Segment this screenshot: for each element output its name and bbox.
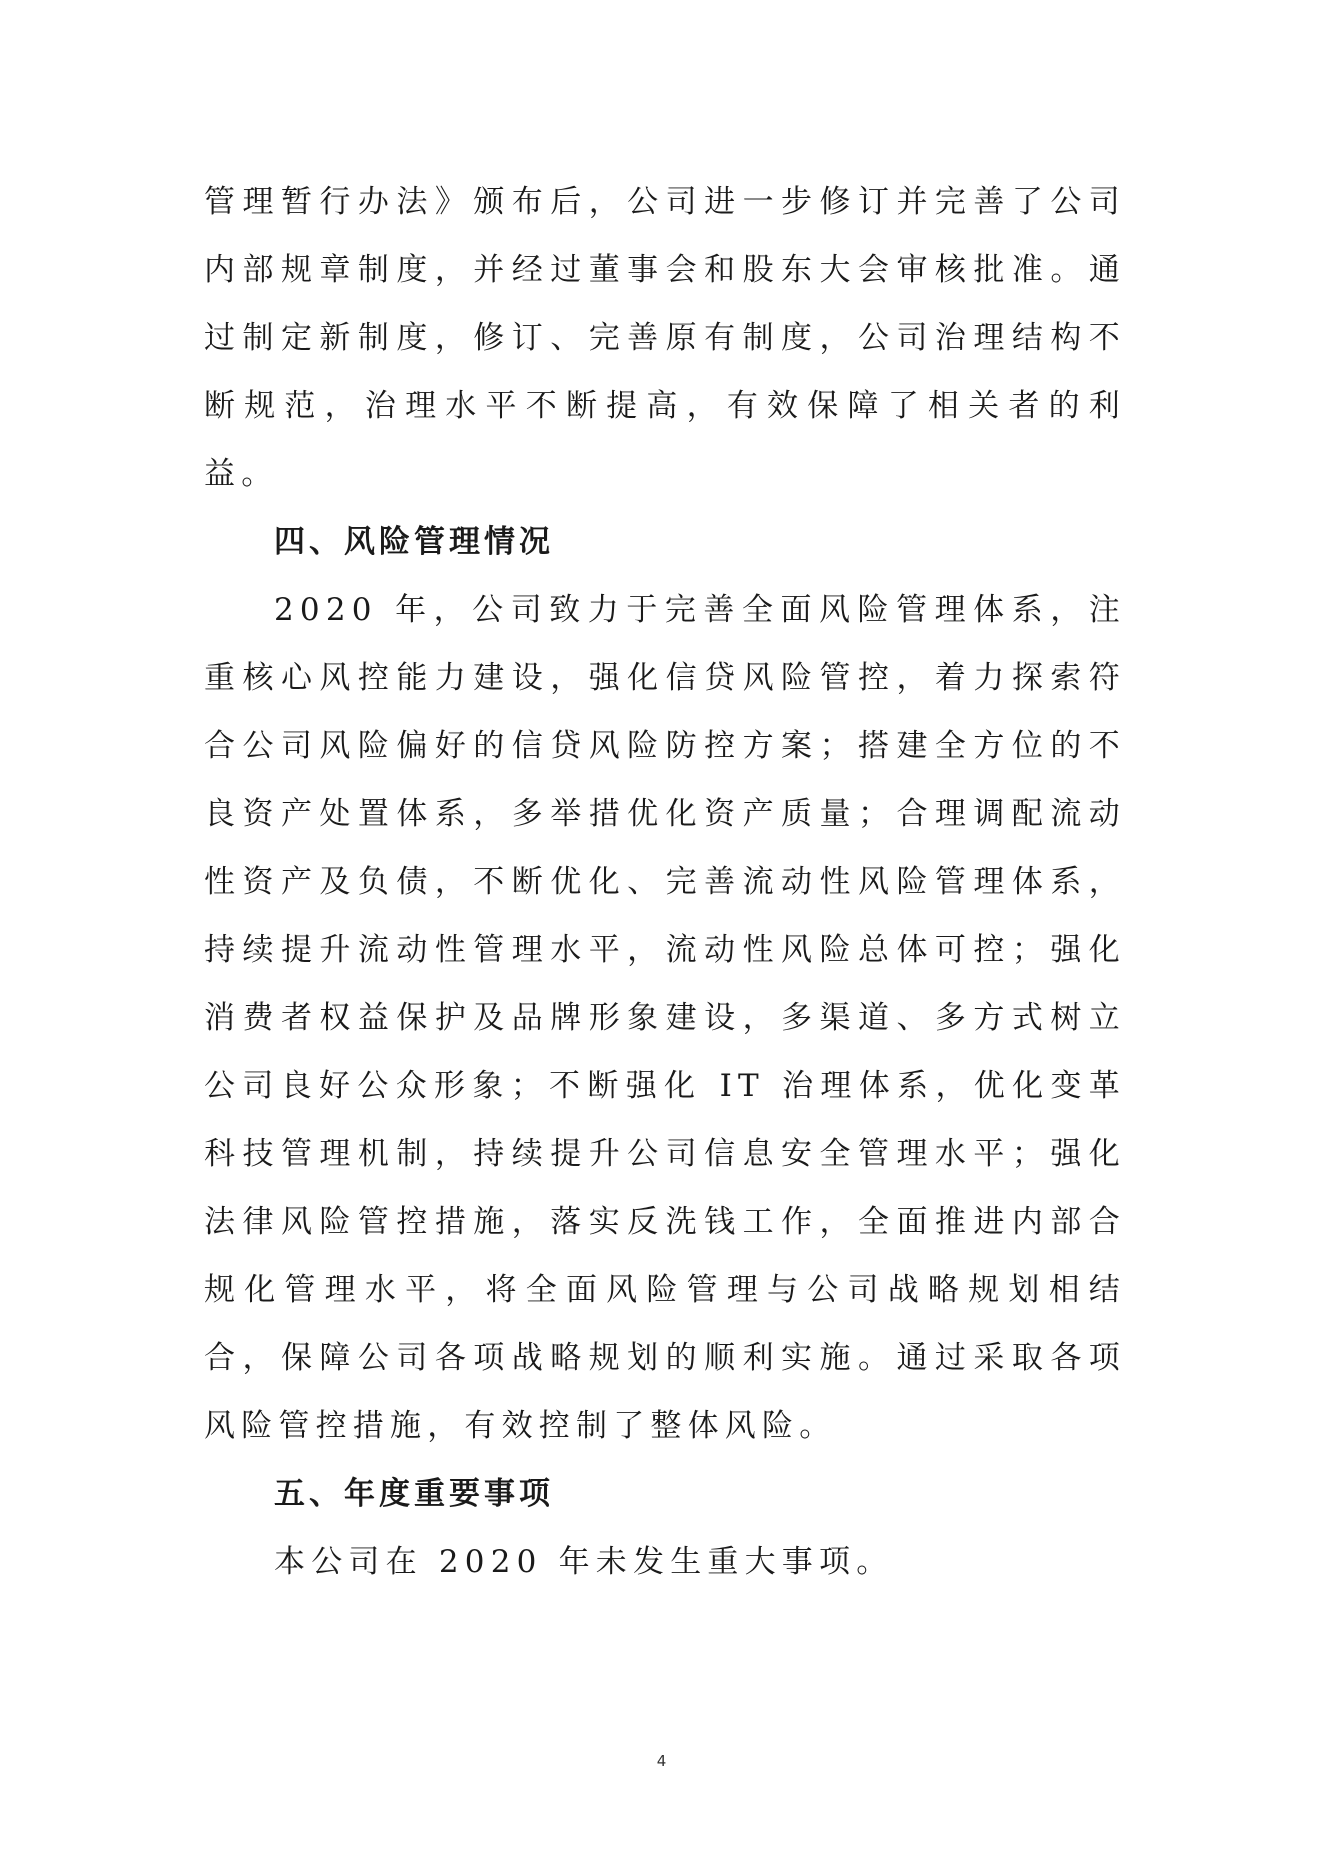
- paragraph-annual-events: 本公司在 2020 年未发生重大事项。: [274, 1544, 894, 1580]
- section-heading-risk-management: 四、风险管理情况: [274, 524, 554, 560]
- document-body: [204, 168, 1126, 1596]
- page-number: 4: [656, 1752, 667, 1770]
- paragraph-continued-governance: 管理暂行办法》颁布后，公司进一步修订并完善了公司内部规章制度，并经过董事会和股东大会审核批准。通过制定新制度，修订、完善原有制度，公司治理结构不断规范，治理水平不断提高，有效保障了相关者的利益。: [204, 184, 1126, 492]
- paragraph-risk-management: 2020 年，公司致力于完善全面风险管理体系，注重核心风控能力建设，强化信贷风险管控，着力探索符合公司风险偏好的信贷风险防控方案；搭建全方位的不良资产处置体系，多举措优化资产质量；合理调配流动性资产及负债，不断优化、完善流动性风险管理体系，持续提升流动性管理水平，流动性风险总体可控；强化消费者权益保护及品牌形象建设，多渠道、多方式树立公司良好公众形象；不断强化 IT 治理体系，优化变革科技管理机制，持续提升公司信息安全管理水平；强化法律风险管控措施，落实反洗钱工作，全面推进内部合规化管理水平，将全面风险管理与公司战略规划相结合，保障公司各项战略规划的顺利实施。通过采取各项风险管控措施，有效控制了整体风险。: [204, 592, 1126, 1444]
- section-heading-annual-events: 五、年度重要事项: [274, 1476, 554, 1512]
